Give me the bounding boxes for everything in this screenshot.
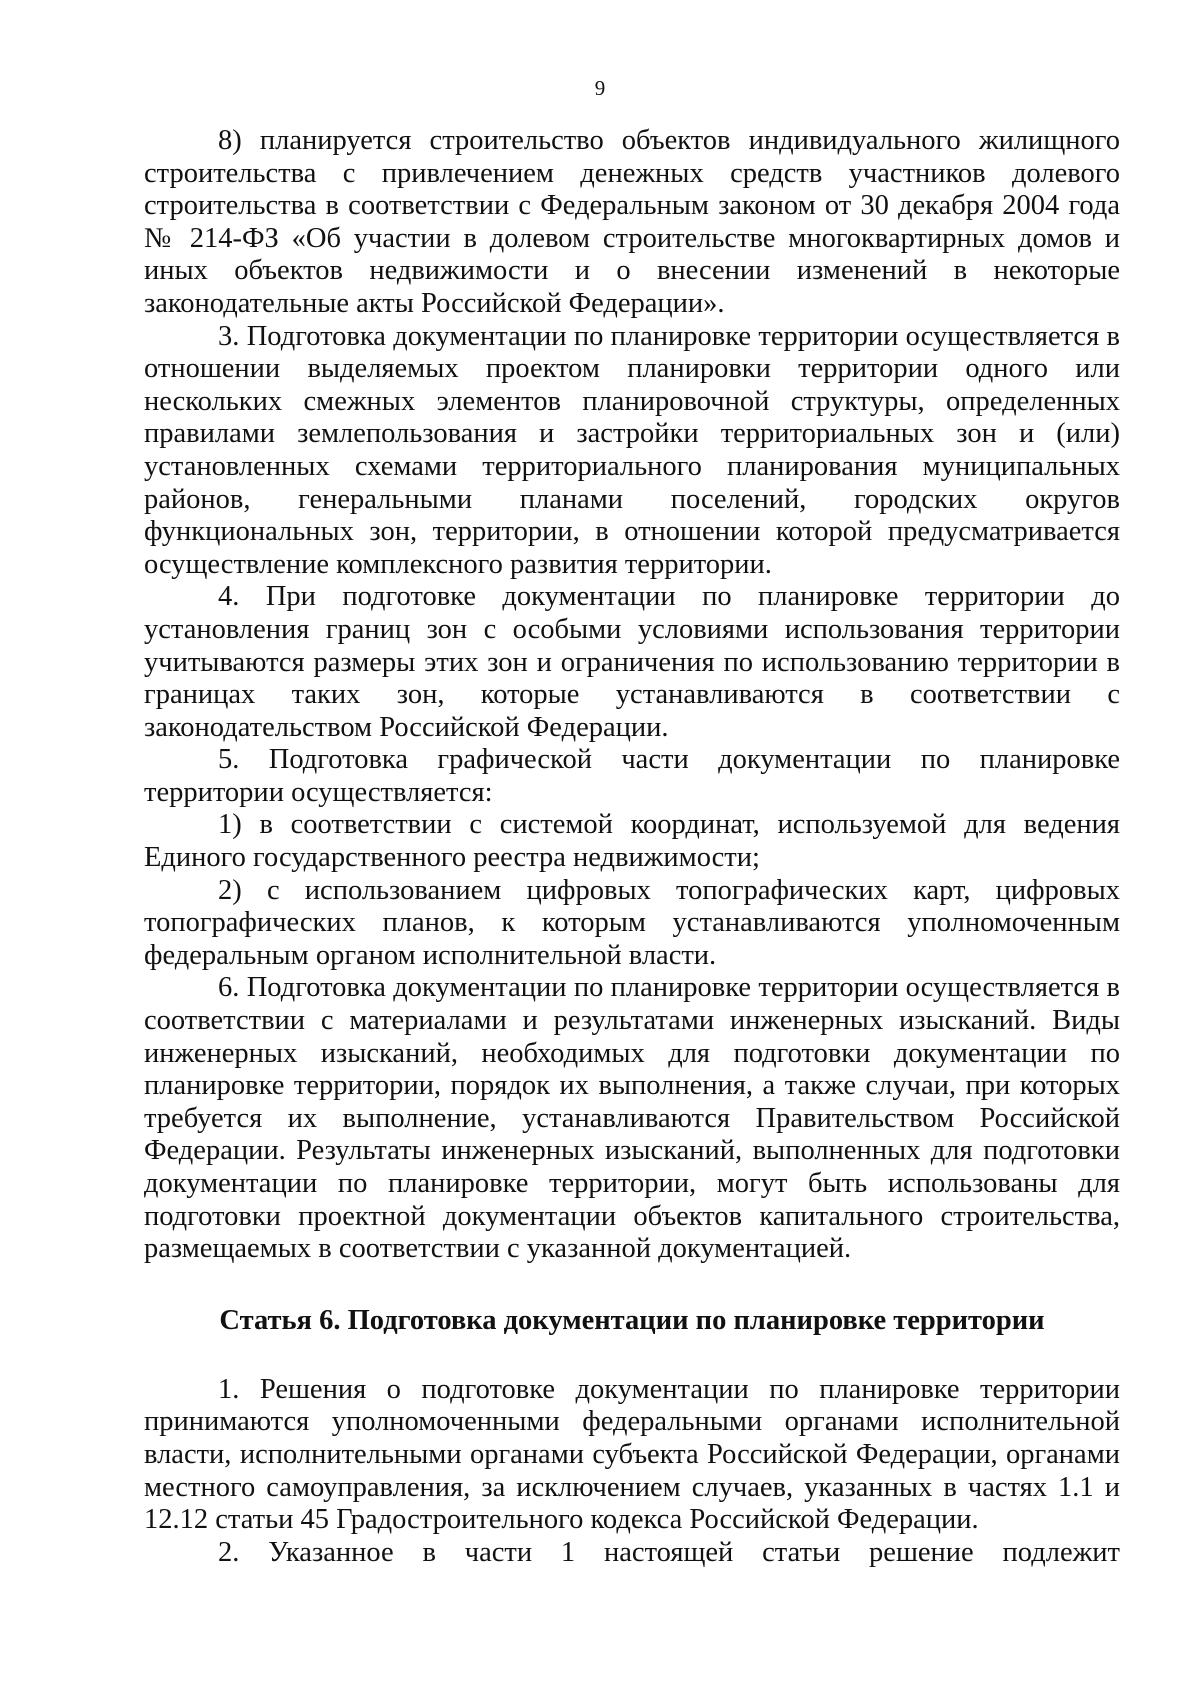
paragraph-part-5-item-1: 1) в соответствии с системой координат, используемой для ведения Единого государственного реестра недвижимости; [144, 809, 1120, 874]
page-number: 9 [594, 76, 606, 100]
paragraph-part-5-item-2: 2) с использованием цифровых топографических карт, цифровых топографических планов, к которым устанавливаются уполномоченным федеральным органом исполнительной власти. [144, 874, 1120, 971]
paragraph-item-8: 8) планируется строительство объектов индивидуального жилищного строительства с привлечением денежных средств участников долевого строительства в соответствии с Федеральным законом от 30 декабря 2004 года № 214-ФЗ «Об участии в долевом строительстве многоквартирных домов и иных объектов недвижимости и о внесении изменений в некоторые законодательные акты Российской Федерации». [144, 125, 1120, 319]
article-paragraph-part-2: 2. Указанное в части 1 настоящей статьи решение подлежит [218, 1536, 1120, 1568]
paragraph-part-6: 6. Подготовка документации по планировке территории осуществляется в соответствии с материалами и результатами инженерных изысканий. Виды инженерных изысканий, необходимых для подготовки документации по планировке территории, порядок их выполнения, а также случаи, при которых требуется их выполнение, устанавливаются Правительством Российской Федерации. Результаты инженерных изысканий, выполненных для подготовки документации по планировке территории, могут быть использованы для подготовки проектной документации объектов капитального строительства, размещаемых в соответствии с указанной документацией. [144, 972, 1120, 1265]
article-heading: Статья 6. Подготовка документации по планировке территории [219, 1304, 1045, 1336]
article-paragraph-part-1: 1. Решения о подготовке документации по планировке территории принимаются уполномоченными федеральными органами исполнительной власти, исполнительными органами субъекта Российской Федерации, органами местного самоуправления, за исключением случаев, указанных в частях 1.1 и 12.12 статьи 45 Градостроительного кодекса Российской Федерации. [144, 1373, 1120, 1536]
paragraph-part-5: 5. Подготовка графической части документации по планировке территории осуществляется: [144, 744, 1120, 808]
document-body [144, 125, 1120, 1569]
paragraph-part-3: 3. Подготовка документации по планировке территории осуществляется в отношении выделяемых проектом планировки территории одного или нескольких смежных элементов планировочной структуры, определенных правилами землепользования и застройки территориальных зон и (или) установленных схемами территориального планирования муниципальных районов, генеральными планами поселений, городских округов функциональных зон, территории, в отношении которой предусматривается осуществление комплексного развития территории. [144, 320, 1120, 580]
paragraph-part-4: 4. При подготовке документации по планировке территории до установления границ зон с особыми условиями использования территории учитываются размеры этих зон и ограничения по использованию территории в границах таких зон, которые устанавливаются в соответствии с законодательством Российской Федерации. [144, 581, 1120, 743]
